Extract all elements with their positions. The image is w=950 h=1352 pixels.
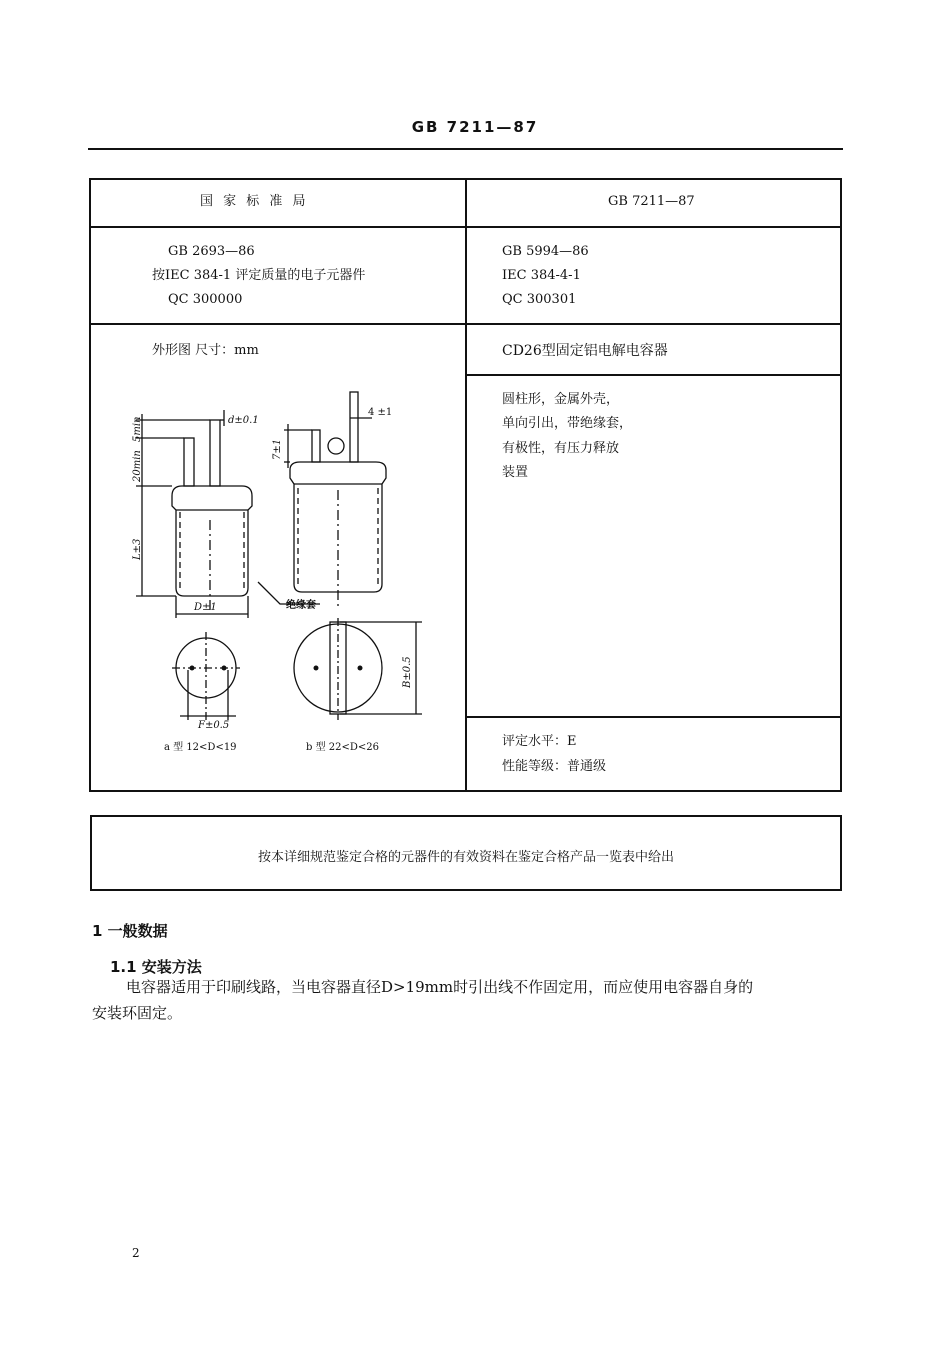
- feature-line-3: 有极性，有压力释放: [502, 441, 620, 456]
- dim-body-length: L±3: [132, 538, 143, 560]
- paragraph-line-1: 电容器适用于印刷线路，当电容器直径D>19mm时引出线不作固定用，而应使用电容器自身的: [126, 978, 754, 996]
- performance-grade: 性能等级：普通级: [502, 759, 607, 774]
- qualification-notice: 按本详细规范鉴定合格的元器件的有效资料在鉴定合格产品一览表中给出: [257, 850, 674, 865]
- table-column-divider: [465, 178, 467, 792]
- dim-ring-width: B±0.5: [402, 656, 413, 688]
- type-a-leads: [184, 438, 194, 486]
- header-rule: [88, 148, 843, 150]
- dim-body-diameter: D±1: [194, 602, 217, 613]
- outline-drawing: [120, 370, 450, 770]
- insulation-sleeve-label: 绝缘套: [286, 600, 316, 611]
- table-row-divider: [89, 226, 842, 228]
- section-heading: 1 一般数据: [92, 922, 168, 940]
- qualification-notice-box: [90, 815, 842, 891]
- caption-type-a: a 型 12<D<19: [164, 742, 237, 753]
- table-row-divider: [467, 374, 842, 376]
- product-name: CD26型固定铝电解电容器: [502, 343, 668, 359]
- outline-drawing-title: 外形图 尺寸：mm: [152, 343, 259, 358]
- feature-line-1: 圆柱形，金属外壳，: [502, 392, 620, 407]
- table-row-divider: [89, 323, 842, 325]
- type-a-lead-tall: [210, 420, 220, 486]
- dim-pitch: F±0.5: [198, 720, 230, 731]
- reference-left-1: GB 2693—86: [168, 244, 255, 259]
- reference-left-3: QC 300000: [168, 292, 243, 307]
- type-b-lead-right: [350, 392, 358, 462]
- issuing-authority: 国 家 标 准 局: [200, 194, 309, 209]
- reference-left-2: 按IEC 384-1 评定质量的电子元器件: [152, 268, 366, 283]
- assessment-level: 评定水平：E: [502, 734, 577, 749]
- dim-min-length: 5min: [132, 416, 143, 442]
- feature-line-4: 装置: [502, 465, 529, 480]
- standard-number: GB 7211—87: [608, 194, 695, 209]
- type-a-body: [172, 486, 252, 596]
- reference-right-3: QC 300301: [502, 292, 577, 307]
- dim-lead-height: 7±1: [272, 438, 283, 460]
- page-number: 2: [132, 1246, 140, 1260]
- dim-lead-diameter: d±0.1: [228, 415, 259, 426]
- document-code-header: GB 7211—87: [411, 118, 539, 136]
- subsection-heading: 1.1 安装方法: [110, 958, 202, 976]
- caption-type-b: b 型 22<D<26: [306, 742, 379, 753]
- table-row-divider: [467, 716, 842, 718]
- type-b-lead-left: [312, 430, 320, 462]
- dim-lead-length: 20min: [132, 450, 143, 482]
- dim-lead-spacing: 4 ±1: [368, 407, 393, 418]
- reference-right-1: GB 5994—86: [502, 244, 589, 259]
- reference-right-2: IEC 384-4-1: [502, 268, 581, 283]
- feature-line-2: 单向引出，带绝缘套，: [502, 416, 633, 431]
- paragraph-line-2: 安装环固定。: [92, 1004, 183, 1022]
